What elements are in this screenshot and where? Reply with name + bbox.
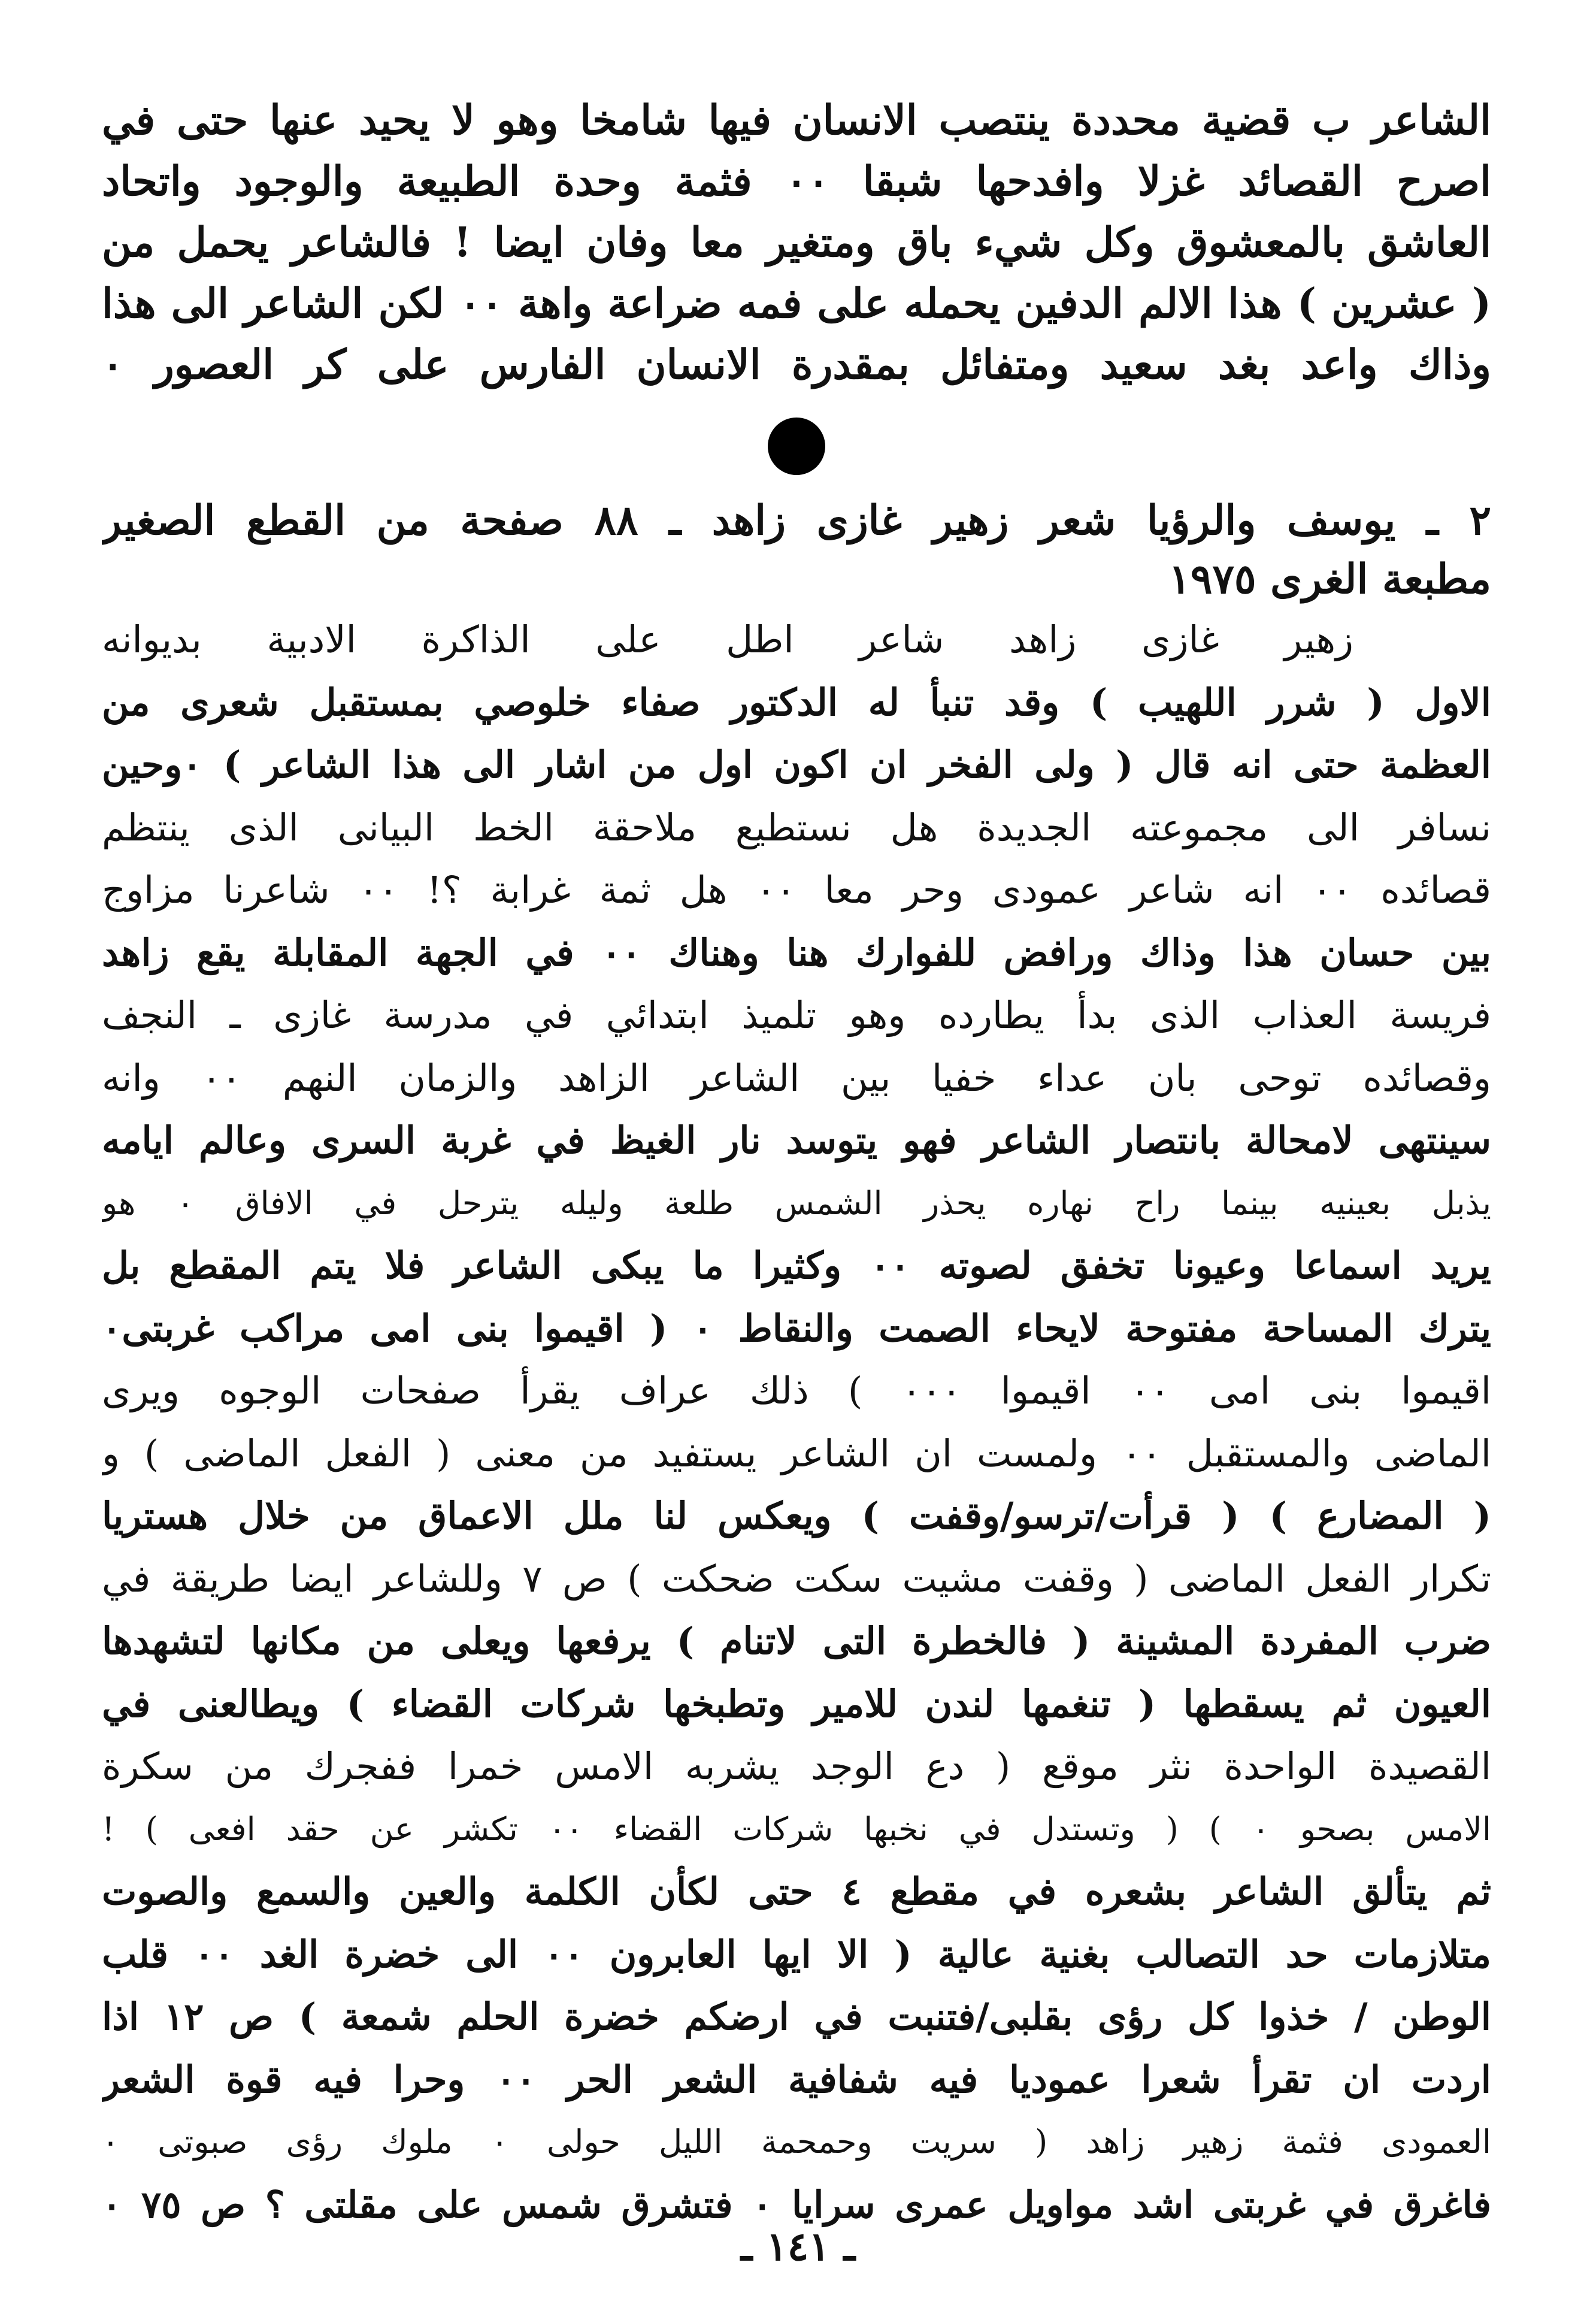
text-line: اقيموا بنى امى ٠٠ اقيموا ٠٠٠ ) ذلك عراف يقرأ صفحات الوجوه ويرى [102,1369,1491,1412]
text-line: الاول ( شرر اللهيب ) وقد تنبأ له الدكتور صفاء خلوصي بمستقبل شعرى من [102,680,1491,724]
review-body [102,609,1491,2236]
text-line: العمودى فثمة زهير زاهد ( سريت وحمحمة الليل حولى ٠ ملوك رؤى صبوتى ٠ [102,2123,1491,2161]
text-line: يترك المساحة مفتوحة لايحاء الصمت والنقاط ٠ ( اقيموا بنى امى مراكب غربتى٠ [102,1306,1491,1350]
opening-paragraph [102,90,1491,395]
page-number: ـ ١٤١ ـ [740,2223,855,2270]
text-line: يريد اسماعا وعيونا تخفق لصوته ٠٠ وكثيرا ما يبكى الشاعر فلا يتم المقطع بل [102,1244,1491,1287]
text-line: تكرار الفعل الماضى ( وقفت مشيت سكت ضحكت ) ص ٧ وللشاعر ايضا طريقة في [102,1556,1491,1601]
text-line: اردت ان تقرأ شعرا عموديا فيه شفافية الشعر الحر ٠٠ وحرا فيه قوة الشعر [102,2057,1491,2101]
text-line: قصائده ٠٠ انه شاعر عمودى وحر معا ٠٠ هل ثمة غرابة ؟! ٠٠ شاعرنا مزاوج [102,868,1491,912]
text-line: ضرب المفردة المشينة ( فالخطرة التى لاتنام ) يرفعها ويعلى من مكانها لتشهدها [102,1619,1491,1663]
text-line: العاشق بالمعشوق وكل شيء باق ومتغير معا وفان ايضا ! فالشاعر يحمل من [102,219,1491,267]
text-line: ( المضارع ) ( قرأت/ترسو/وقفت ) ويعكس لنا ملل الاعماق من خلال هستريا [102,1494,1491,1538]
text-line: زهير غازى زاهد شاعر اطل على الذاكرة الادبية بديوانه [102,618,1353,661]
bullet-dot-icon [768,418,825,475]
text-line: الماضى والمستقبل ٠٠ ولمست ان الشاعر يستفيد من معنى ( الفعل الماضى ) و [102,1431,1491,1475]
text-line: اصرح القصائد غزلا وافدحها شبقا ٠٠ فثمة وحدة الطبيعة والوجود واتحاد [102,158,1491,205]
document-page [102,90,1491,2236]
text-line: وذاك واعد بغد سعيد ومتفائل بمقدرة الانسان الفارس على كر العصور ٠ [102,341,1491,389]
text-line: الشاعر ب قضية محددة ينتصب الانسان فيها شامخا وهو لا يحيد عنها حتى في [102,96,1491,144]
heading-line: مطبعة الغرى ١٩٧٥ [1168,555,1491,603]
text-line: يذبل بعينيه بينما راح نهاره يحذر الشمس طلعة وليله يترحل في الافاق ٠ هو [102,1184,1491,1222]
text-line: العظمة حتى انه قال ( ولى الفخر ان اكون اول من اشار الى هذا الشاعر ) ٠وحين [102,743,1491,787]
section-separator [102,407,1491,485]
text-line: العيون ثم يسقطها ( تنغمها لندن للامير وتطبخها شركات القضاء ) ويطالعنى في [102,1681,1491,1726]
heading-line: ٢ ـ يوسف والرؤيا شعر زهير غازى زاهد ـ ٨٨ صفحة من القطع الصغير [102,497,1491,545]
text-line: نسافر الى مجموعته الجديدة هل نستطيع ملاحقة الخط البيانى الذى ينتظم [102,805,1491,849]
text-line: فاغرق في غربتى اشد مواويل عمرى سرايا ٠ فتشرق شمس على مقلتى ؟ ص ٧٥ ٠ [102,2182,1491,2227]
text-line: الوطن / خذوا كل رؤى بقلبى/فتنبت في ارضكم خضرة الحلم شمعة ) ص ١٢ اذا [102,1995,1491,2038]
text-line: ( عشرين ) هذا الالم الدفين يحمله على فمه ضراعة واهة ٠٠ لكن الشاعر الى هذا [102,280,1491,328]
text-line: وقصائده توحى بان عداء خفيا بين الشاعر الزاهد والزمان النهم ٠٠ وانه [102,1055,1491,1100]
section-heading [102,491,1491,609]
text-line: الامس بصحو ٠ ) ( وتستدل في نخبها شركات القضاء ٠٠ تكشر عن حقد افعى ) ! [102,1810,1491,1848]
text-line: سينتهى لامحالة بانتصار الشاعر فهو يتوسد نار الغيظ في غربة السرى وعالم ايامه [102,1118,1491,1162]
text-line: بين حسان هذا وذاك ورافض للفوارك هنا وهناك ٠٠ في الجهة المقابلة يقع زاهد [102,930,1491,975]
text-line: فريسة العذاب الذى بدأ يطارده وهو تلميذ ابتدائي في مدرسة غازى ـ النجف [102,993,1491,1037]
text-line: القصيدة الواحدة نثر موقع ( دع الوجد يشربه الامس خمرا ففجرك من سكرة [102,1744,1491,1788]
text-line: متلازمات حد التصالب بغنية عالية ( الا ايها العابرون ٠٠ الى خضرة الغد ٠٠ قلب [102,1932,1491,1976]
text-line: ثم يتألق الشاعر بشعره في مقطع ٤ حتى لكأن الكلمة والعين والسمع والصوت [102,1870,1491,1913]
